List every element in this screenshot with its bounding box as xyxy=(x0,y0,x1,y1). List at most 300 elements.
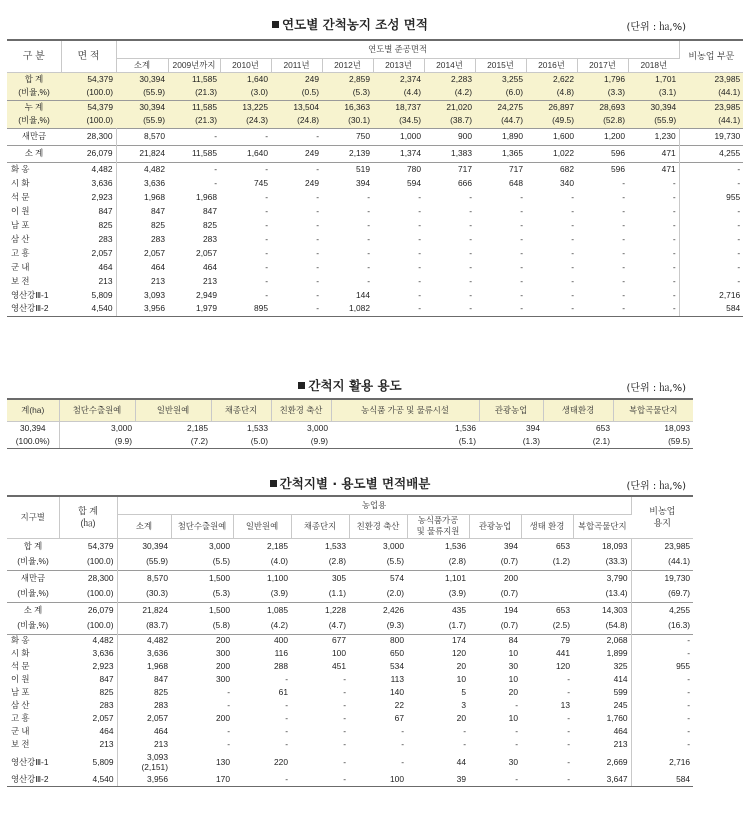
cell: - xyxy=(628,232,679,246)
header-col: 2014년 xyxy=(424,58,475,72)
cell xyxy=(117,751,171,773)
cell: 519 xyxy=(322,162,373,176)
cell: 16,363 xyxy=(322,100,373,114)
cell: 283 xyxy=(151,233,165,244)
cell: - xyxy=(343,687,346,697)
cell: - xyxy=(265,191,268,202)
cell: 30,394 xyxy=(7,421,59,436)
cell: 464 xyxy=(154,726,168,736)
cell: - xyxy=(737,247,741,258)
cell: 825 xyxy=(203,219,217,230)
cell: 596 xyxy=(577,145,628,162)
cell: 1,890 xyxy=(475,128,526,145)
cell: - xyxy=(285,726,288,736)
table-row xyxy=(7,114,743,128)
header-col: 복합곡물단지 xyxy=(613,399,693,421)
cell: - xyxy=(520,233,523,244)
cell: - xyxy=(567,713,570,723)
cell: - xyxy=(628,190,679,204)
header-col: 일반원예 xyxy=(233,514,291,538)
row-label: 소 계 xyxy=(7,145,61,162)
cell: 2,669 xyxy=(573,751,631,773)
cell: - xyxy=(520,261,523,272)
cell: - xyxy=(469,219,472,230)
header-total xyxy=(59,496,117,538)
cell: 1,533 xyxy=(325,540,346,551)
cell: 174 xyxy=(407,634,469,647)
cell: - xyxy=(571,205,574,216)
row-label: 남 포 xyxy=(11,219,30,230)
cell-line2: (2,151) xyxy=(141,762,168,772)
cell: (2.8) xyxy=(448,556,466,567)
cell: 30 xyxy=(508,756,518,767)
cell: 23,985 xyxy=(679,100,743,114)
cell: (69.7) xyxy=(668,588,691,599)
row-label: 화 옹 xyxy=(7,634,59,647)
header-col: 계(ha) xyxy=(7,399,59,421)
cell: 30,394 xyxy=(116,72,168,86)
cell: - xyxy=(418,289,421,300)
cell: 394 xyxy=(504,540,518,551)
cell: 54,379 xyxy=(59,538,117,554)
cell: 245 xyxy=(573,699,631,712)
cell: 2,949 xyxy=(196,289,217,300)
cell: 26,079 xyxy=(59,602,117,618)
cell: 847 xyxy=(154,674,168,684)
cell: 300 xyxy=(216,674,230,684)
cell: 5,809 xyxy=(59,751,117,773)
cell: - xyxy=(367,247,370,258)
cell: - xyxy=(567,756,570,767)
header-nonfarm: 비농업 부문 xyxy=(679,40,743,72)
cell: 4,255 xyxy=(679,145,743,162)
cell: 11,585 xyxy=(168,145,220,162)
cell: 325 xyxy=(573,660,631,673)
cell: 2,716 xyxy=(669,756,691,767)
cell: 120 xyxy=(556,661,570,671)
cell: - xyxy=(577,302,628,316)
cell: (34.5) xyxy=(373,114,424,128)
cell: 200 xyxy=(171,634,233,647)
table-row xyxy=(7,773,693,786)
cell: (3.9) xyxy=(448,588,466,599)
cell: 194 xyxy=(469,602,521,618)
cell: 3,000 xyxy=(111,423,132,434)
cell: 200 xyxy=(216,661,230,671)
cell: - xyxy=(316,247,319,258)
table-row xyxy=(7,570,693,586)
cell: (6.0) xyxy=(475,86,526,100)
cell: 895 xyxy=(220,302,271,316)
table-row xyxy=(7,218,743,232)
row-label: 보 전 xyxy=(11,275,30,286)
cell: - xyxy=(520,275,523,286)
cell: 13,504 xyxy=(271,100,322,114)
cell: - xyxy=(227,687,230,697)
cell: (9.9) xyxy=(59,436,135,448)
cell: - xyxy=(424,302,475,316)
header-col: 2017년 xyxy=(577,58,628,72)
cell: 471 xyxy=(628,162,679,176)
cell: 2,057 xyxy=(147,713,168,723)
header-col: 생태환경 xyxy=(543,399,613,421)
cell: 2,923 xyxy=(59,660,117,673)
row-label: 삼 산 xyxy=(11,700,30,710)
cell: - xyxy=(628,274,679,288)
cell: - xyxy=(567,687,570,697)
cell: 220 xyxy=(274,756,288,767)
cell: (2.5) xyxy=(552,620,570,631)
cell: 213 xyxy=(59,738,117,751)
section3-title xyxy=(0,474,700,492)
cell: - xyxy=(343,739,346,749)
cell: 170 xyxy=(171,773,233,786)
cell: 3,647 xyxy=(573,773,631,786)
row-label: 이 원 xyxy=(11,674,30,684)
cell: 283 xyxy=(59,699,117,712)
cell: (59.5) xyxy=(613,436,693,448)
cell: - xyxy=(271,128,322,145)
cell: (5.5) xyxy=(386,556,404,567)
cell: 594 xyxy=(407,177,421,188)
table-row xyxy=(7,128,743,145)
cell: 10 xyxy=(508,648,518,658)
header-col: 2015년 xyxy=(475,58,526,72)
cell: (55.9) xyxy=(116,86,168,100)
table-land-use xyxy=(7,398,693,449)
cell: 54,379 xyxy=(61,100,116,114)
header-col: 첨단수출원예 xyxy=(59,399,135,421)
cell: 394 xyxy=(526,423,540,434)
cell: 3,000 xyxy=(209,540,230,551)
cell: 825 xyxy=(151,219,165,230)
header-col: 소계 xyxy=(117,514,171,538)
cell: - xyxy=(469,247,472,258)
cell: - xyxy=(469,233,472,244)
header-col: 2018년 xyxy=(628,58,679,72)
cell: (4.0) xyxy=(270,556,288,567)
square-bullet-icon xyxy=(272,21,279,28)
row-label: 남 포 xyxy=(11,687,30,697)
cell: 1,533 xyxy=(247,423,268,434)
header-col: 채종단지 xyxy=(211,399,271,421)
cell: 61 xyxy=(278,687,288,697)
cell: 26,079 xyxy=(61,145,116,162)
cell: - xyxy=(316,191,319,202)
row-label: 합 계 xyxy=(23,540,43,551)
cell: - xyxy=(520,247,523,258)
cell: 2,859 xyxy=(322,72,373,86)
cell: - xyxy=(469,261,472,272)
cell: 100 xyxy=(332,648,346,658)
cell-line1: 3,093 xyxy=(147,752,168,762)
table-row xyxy=(7,72,743,86)
header-farm-group: 농업용 xyxy=(117,496,631,514)
cell: 534 xyxy=(390,661,404,671)
cell: - xyxy=(571,191,574,202)
cell: - xyxy=(343,700,346,710)
cell: 414 xyxy=(573,673,631,686)
cell: (2.1) xyxy=(543,436,613,448)
cell: 653 xyxy=(556,540,570,551)
section2-title xyxy=(0,376,700,394)
cell: - xyxy=(343,726,346,736)
cell: (3.0) xyxy=(220,86,271,100)
header-col: 관광농업 xyxy=(469,514,521,538)
cell: (24.3) xyxy=(220,114,271,128)
cell: 18,737 xyxy=(373,100,424,114)
cell: 3,636 xyxy=(147,648,168,658)
cell: - xyxy=(463,726,466,736)
cell: 200 xyxy=(469,570,521,586)
row-label: 영산강Ⅲ-1 xyxy=(11,289,49,300)
cell: - xyxy=(571,289,574,300)
cell: 3,956 xyxy=(117,773,171,786)
table-row xyxy=(7,274,743,288)
header-col: 2010년 xyxy=(220,58,271,72)
cell: - xyxy=(515,700,518,710)
table-row xyxy=(7,421,693,436)
cell: - xyxy=(463,739,466,749)
cell: 682 xyxy=(526,162,577,176)
cell: 2,426 xyxy=(349,602,407,618)
cell: 2,374 xyxy=(373,72,424,86)
header-col: 복합곡물단지 xyxy=(573,514,631,538)
table-row xyxy=(7,436,693,448)
cell: - xyxy=(628,260,679,274)
cell: 100 xyxy=(349,773,407,786)
cell: (0.5) xyxy=(271,86,322,100)
cell: 20 xyxy=(456,661,466,671)
cell: - xyxy=(265,247,268,258)
cell: 1,968 xyxy=(144,191,165,202)
section2-unit: (단위 : ㏊,%) xyxy=(626,383,686,394)
cell: 1,085 xyxy=(233,602,291,618)
cell: 11,585 xyxy=(168,100,220,114)
table-row xyxy=(7,602,693,618)
header-col: 농식품 가공 및 물류시설 xyxy=(331,399,479,421)
cell: - xyxy=(526,302,577,316)
cell: 677 xyxy=(291,634,349,647)
cell: - xyxy=(737,233,741,244)
cell: 5 xyxy=(461,687,466,697)
cell: - xyxy=(737,205,741,216)
cell: - xyxy=(343,674,346,684)
row-label: (비율,%) xyxy=(17,588,49,599)
cell: - xyxy=(418,205,421,216)
table-row xyxy=(7,288,743,302)
cell: 10 xyxy=(508,674,518,684)
cell: 1,536 xyxy=(455,423,476,434)
cell: - xyxy=(687,674,691,684)
table-row xyxy=(7,232,743,246)
cell: 3,636 xyxy=(144,177,165,188)
cell: (4.4) xyxy=(373,86,424,100)
cell: - xyxy=(233,773,291,786)
row-label: 시 화 xyxy=(11,177,30,188)
cell: - xyxy=(316,219,319,230)
cell: 451 xyxy=(332,661,346,671)
cell: 825 xyxy=(61,218,116,232)
cell: (44.7) xyxy=(475,114,526,128)
section1-title xyxy=(0,15,700,33)
cell: (13.4) xyxy=(573,586,631,602)
section1-title-text: 연도별 간척농지 조성 면적 xyxy=(282,17,428,32)
cell: - xyxy=(316,233,319,244)
cell: 213 xyxy=(203,275,217,286)
cell: 283 xyxy=(154,700,168,710)
cell: 441 xyxy=(556,648,570,658)
cell: (21.3) xyxy=(168,86,220,100)
cell: 10 xyxy=(508,713,518,723)
cell: (1.3) xyxy=(479,436,543,448)
header-total-label: 합 계 xyxy=(78,506,98,517)
cell: - xyxy=(679,162,743,176)
cell: - xyxy=(469,191,472,202)
cell: - xyxy=(571,261,574,272)
cell: 1,600 xyxy=(526,128,577,145)
cell: 2,057 xyxy=(144,247,165,258)
cell: - xyxy=(401,739,404,749)
cell: (33.3) xyxy=(573,554,631,570)
cell: (5.5) xyxy=(212,556,230,567)
cell: - xyxy=(687,687,691,697)
cell: 13,225 xyxy=(220,100,271,114)
cell: 28,693 xyxy=(577,100,628,114)
cell: - xyxy=(622,233,625,244)
cell: 2,057 xyxy=(196,247,217,258)
cell: - xyxy=(316,289,319,300)
cell: - xyxy=(227,700,230,710)
cell: - xyxy=(469,289,472,300)
cell: 213 xyxy=(154,739,168,749)
cell: 1,640 xyxy=(220,145,271,162)
header-col: 친환경 축산 xyxy=(349,514,407,538)
square-bullet-icon xyxy=(298,382,305,389)
cell: 14,303 xyxy=(573,602,631,618)
cell: - xyxy=(628,218,679,232)
cell: 847 xyxy=(61,204,116,218)
cell: 1,374 xyxy=(373,145,424,162)
cell: - xyxy=(343,756,346,767)
section3-unit: (단위 : ㏊,%) xyxy=(626,481,686,492)
cell: 3,956 xyxy=(116,302,168,316)
cell: - xyxy=(418,233,421,244)
cell: - xyxy=(373,302,424,316)
cell: 305 xyxy=(291,570,349,586)
cell: 648 xyxy=(509,177,523,188)
cell: (44.1) xyxy=(668,556,691,567)
cell: 113 xyxy=(390,674,404,684)
cell: 400 xyxy=(233,634,291,647)
cell: 900 xyxy=(424,128,475,145)
cell: (55.9) xyxy=(116,114,168,128)
cell: 84 xyxy=(469,634,521,647)
cell: 19,730 xyxy=(631,570,693,586)
cell: - xyxy=(515,726,518,736)
row-label: (비율,%) xyxy=(17,556,49,567)
cell: - xyxy=(367,261,370,272)
cell: - xyxy=(285,674,288,684)
cell: 4,540 xyxy=(59,773,117,786)
header-col: 채종단지 xyxy=(291,514,349,538)
header-area: 면 적 xyxy=(61,40,116,72)
table-row xyxy=(7,538,693,554)
cell: (4.2) xyxy=(424,86,475,100)
cell: 26,897 xyxy=(526,100,577,114)
cell: 4,255 xyxy=(631,602,693,618)
cell: - xyxy=(515,739,518,749)
row-label: 누 계 xyxy=(7,100,61,114)
header-col: 2016년 xyxy=(526,58,577,72)
table-row xyxy=(7,302,743,316)
cell: 120 xyxy=(452,648,466,658)
section3-title-text: 간척지별 · 용도별 면적배분 xyxy=(279,476,431,491)
cell: 21,020 xyxy=(424,100,475,114)
cell: 1,365 xyxy=(475,145,526,162)
cell: 1,000 xyxy=(373,128,424,145)
cell: 213 xyxy=(573,738,631,751)
cell: 1,082 xyxy=(322,302,373,316)
cell: (3.3) xyxy=(577,86,628,100)
row-label: 고 흥 xyxy=(11,247,30,258)
cell: 283 xyxy=(61,232,116,246)
header-col-line2: 및 물류지원 xyxy=(416,526,460,536)
header-col: 2013년 xyxy=(373,58,424,72)
cell: (44.1) xyxy=(679,86,743,100)
cell: (9.9) xyxy=(271,436,331,448)
table-row xyxy=(7,260,743,274)
cell: (21.3) xyxy=(168,114,220,128)
row-label: 보 전 xyxy=(11,739,30,749)
cell: (1.2) xyxy=(552,556,570,567)
cell: 1,640 xyxy=(220,72,271,86)
cell: 717 xyxy=(475,162,526,176)
cell: - xyxy=(520,191,523,202)
cell: (4.8) xyxy=(526,86,577,100)
cell: (54.8) xyxy=(573,618,631,634)
cell: - xyxy=(265,233,268,244)
cell: (100.0) xyxy=(59,554,117,570)
cell: - xyxy=(571,219,574,230)
cell: 8,570 xyxy=(117,570,171,586)
cell: 435 xyxy=(407,602,469,618)
cell: - xyxy=(168,162,220,176)
cell: - xyxy=(220,128,271,145)
cell: - xyxy=(622,289,625,300)
cell: 2,139 xyxy=(322,145,373,162)
cell: 1,500 xyxy=(171,570,233,586)
cell: (16.3) xyxy=(668,620,691,631)
cell: - xyxy=(285,700,288,710)
cell: (30.1) xyxy=(322,114,373,128)
cell: - xyxy=(687,713,691,723)
cell: - xyxy=(687,700,691,710)
cell: 79 xyxy=(521,634,573,647)
cell: (100.0) xyxy=(59,618,117,634)
cell: - xyxy=(343,713,346,723)
cell: 1,022 xyxy=(526,145,577,162)
row-label: 석 문 xyxy=(11,191,30,202)
cell: (100.0) xyxy=(61,114,116,128)
table-row xyxy=(7,712,693,725)
cell: 2,185 xyxy=(267,540,288,551)
cell: (2.8) xyxy=(328,556,346,567)
cell: 28,300 xyxy=(59,570,117,586)
cell: 584 xyxy=(631,773,693,786)
header-nonfarm-label2: 용지 xyxy=(653,518,671,529)
cell: 3,093 xyxy=(144,289,165,300)
